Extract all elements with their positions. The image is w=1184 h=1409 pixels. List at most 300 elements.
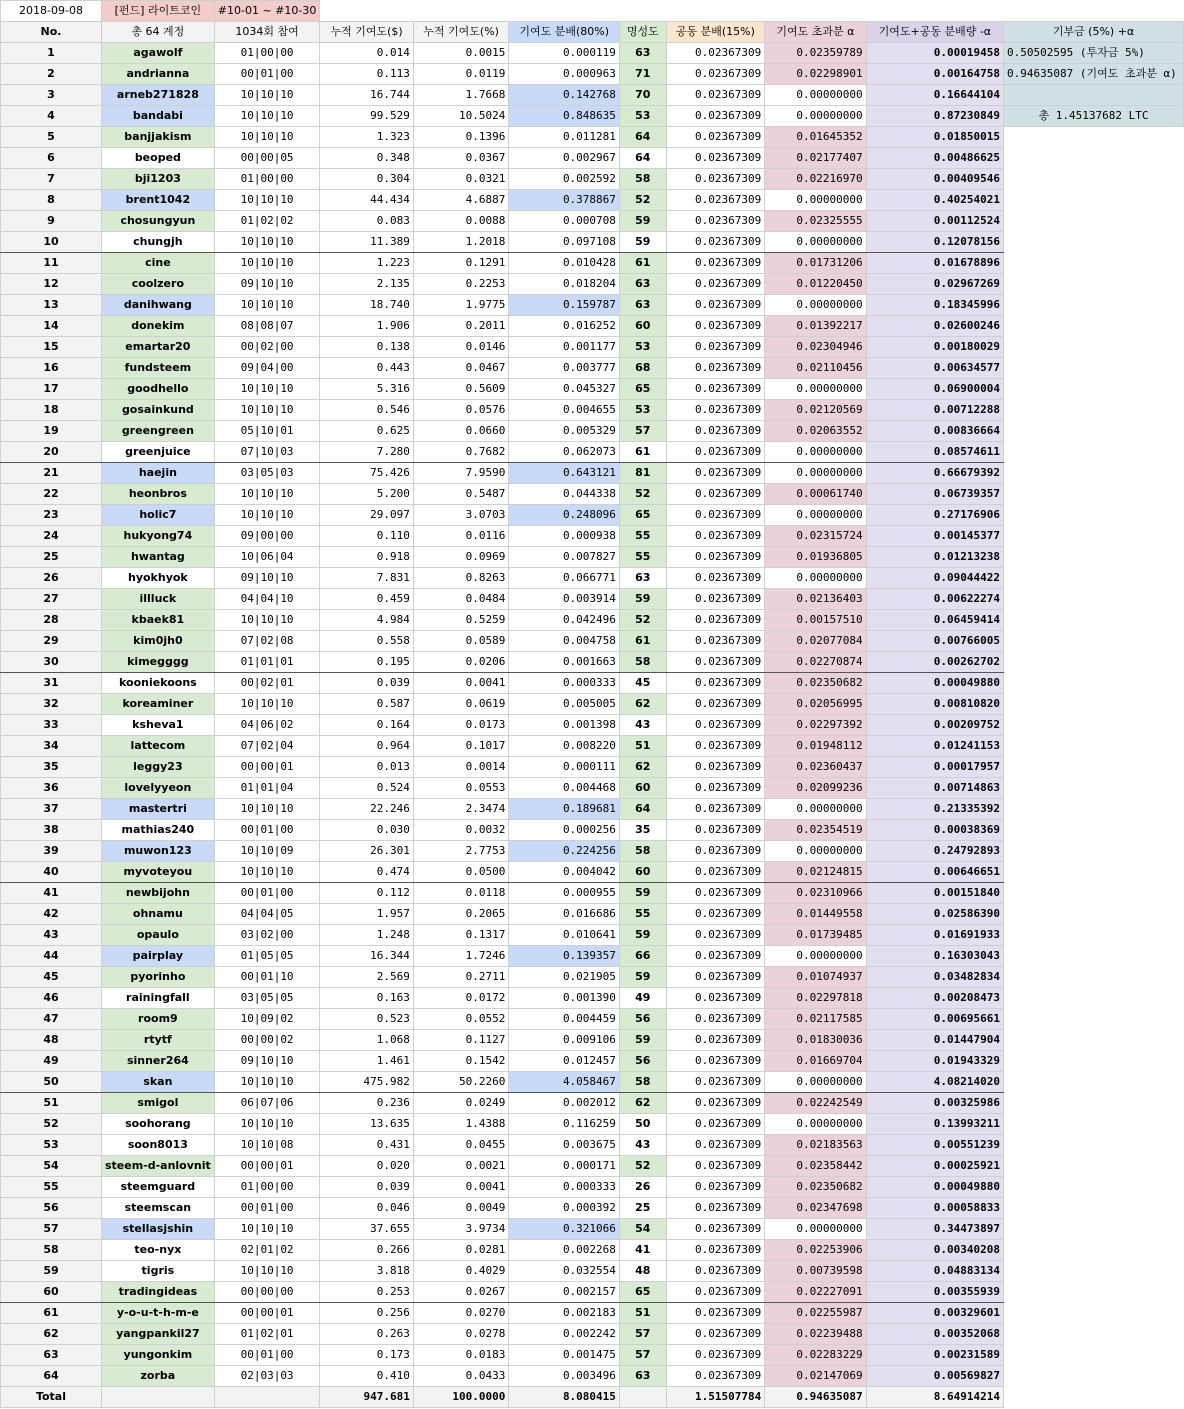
cum-pct: 1.7668 (413, 85, 509, 106)
table-row (1, 1051, 1184, 1072)
excess: 0.00000000 (765, 232, 866, 253)
dist80: 0.062073 (509, 442, 620, 463)
cum-usd: 1.223 (320, 253, 414, 274)
cum-pct: 0.0576 (413, 400, 509, 421)
excess: 0.00000000 (765, 1072, 866, 1093)
excess: 0.01731206 (765, 253, 866, 274)
share15: 0.02367309 (666, 337, 765, 358)
share15: 0.02367309 (666, 568, 765, 589)
table-row (1, 1198, 1184, 1219)
reputation: 56 (619, 1009, 666, 1030)
final-amount: 0.00025921 (866, 1156, 1003, 1177)
final-amount: 0.00049880 (866, 673, 1003, 694)
empty-cell (1004, 694, 1184, 715)
participation: 00|00|01 (214, 1303, 320, 1324)
excess: 0.00000000 (765, 190, 866, 211)
table-row (1, 295, 1184, 316)
column-header-row (1, 22, 1184, 43)
row-no: 43 (1, 925, 102, 946)
cum-usd: 22.246 (320, 799, 414, 820)
cum-usd: 29.097 (320, 505, 414, 526)
dist80: 0.142768 (509, 85, 620, 106)
row-no: 9 (1, 211, 102, 232)
dist80: 0.001663 (509, 652, 620, 673)
round-range: #10-01 ~ #10-30 (214, 1, 320, 22)
account-name: myvoteyou (101, 862, 214, 883)
total-excess: 0.94635087 (765, 1387, 866, 1408)
account-name: skan (101, 1072, 214, 1093)
row-no: 6 (1, 148, 102, 169)
table-row (1, 715, 1184, 736)
participation: 10|09|02 (214, 1009, 320, 1030)
reputation: 52 (619, 610, 666, 631)
col-donation: 기부금 (5%) +α (1004, 22, 1184, 43)
reputation: 60 (619, 316, 666, 337)
cum-usd: 0.304 (320, 169, 414, 190)
row-no: 50 (1, 1072, 102, 1093)
empty-cell (1004, 841, 1184, 862)
account-name: fundsteem (101, 358, 214, 379)
cum-usd: 0.523 (320, 1009, 414, 1030)
dist80: 0.066771 (509, 568, 620, 589)
table-row (1, 841, 1184, 862)
row-no: 31 (1, 673, 102, 694)
share15: 0.02367309 (666, 715, 765, 736)
cum-usd: 18.740 (320, 295, 414, 316)
final-amount: 0.00049880 (866, 1177, 1003, 1198)
excess: 0.02120569 (765, 400, 866, 421)
cum-usd: 0.112 (320, 883, 414, 904)
excess: 0.02110456 (765, 358, 866, 379)
table-row (1, 631, 1184, 652)
row-no: 19 (1, 421, 102, 442)
empty-cell (1004, 211, 1184, 232)
dist80: 0.002012 (509, 1093, 620, 1114)
table-row (1, 64, 1184, 85)
participation: 08|08|07 (214, 316, 320, 337)
table-row (1, 442, 1184, 463)
empty-cell (1004, 925, 1184, 946)
reputation: 65 (619, 505, 666, 526)
total-row (1, 1387, 1184, 1408)
cum-pct: 0.0146 (413, 337, 509, 358)
cum-pct: 0.0969 (413, 547, 509, 568)
row-no: 17 (1, 379, 102, 400)
share15: 0.02367309 (666, 1366, 765, 1387)
reputation: 59 (619, 967, 666, 988)
excess: 0.02270874 (765, 652, 866, 673)
participation: 00|01|00 (214, 64, 320, 85)
empty-cell (1004, 715, 1184, 736)
account-name: greengreen (101, 421, 214, 442)
empty-cell (1004, 946, 1184, 967)
cum-usd: 1.957 (320, 904, 414, 925)
cum-pct: 0.0552 (413, 1009, 509, 1030)
empty-cell (1004, 253, 1184, 274)
table-row (1, 862, 1184, 883)
share15: 0.02367309 (666, 64, 765, 85)
reputation: 54 (619, 1219, 666, 1240)
account-name: chungjh (101, 232, 214, 253)
account-name: arneb271828 (101, 85, 214, 106)
row-no: 42 (1, 904, 102, 925)
table-row (1, 757, 1184, 778)
cum-pct: 10.5024 (413, 106, 509, 127)
empty-cell (1004, 1114, 1184, 1135)
title-row (1, 1, 1184, 22)
row-no: 62 (1, 1324, 102, 1345)
excess: 0.02124815 (765, 862, 866, 883)
row-no: 56 (1, 1198, 102, 1219)
cum-pct: 0.1017 (413, 736, 509, 757)
empty-cell (1004, 589, 1184, 610)
share15: 0.02367309 (666, 547, 765, 568)
cum-usd: 13.635 (320, 1114, 414, 1135)
dist80: 0.378867 (509, 190, 620, 211)
table-row (1, 316, 1184, 337)
reputation: 41 (619, 1240, 666, 1261)
cum-pct: 1.7246 (413, 946, 509, 967)
dist80: 0.159787 (509, 295, 620, 316)
reputation: 57 (619, 421, 666, 442)
excess: 0.02056995 (765, 694, 866, 715)
account-name: donekim (101, 316, 214, 337)
final-amount: 0.01678896 (866, 253, 1003, 274)
share15: 0.02367309 (666, 526, 765, 547)
final-amount: 0.13993211 (866, 1114, 1003, 1135)
empty-cell (1004, 1051, 1184, 1072)
excess: 0.02283229 (765, 1345, 866, 1366)
final-amount: 0.01850015 (866, 127, 1003, 148)
participation: 03|05|05 (214, 988, 320, 1009)
dist80: 0.004758 (509, 631, 620, 652)
share15: 0.02367309 (666, 1282, 765, 1303)
cum-pct: 0.0433 (413, 1366, 509, 1387)
dist80: 0.002268 (509, 1240, 620, 1261)
dist80: 0.002967 (509, 148, 620, 169)
cum-pct: 0.0455 (413, 1135, 509, 1156)
participation: 10|10|10 (214, 505, 320, 526)
final-amount: 0.00329601 (866, 1303, 1003, 1324)
excess: 0.02099236 (765, 778, 866, 799)
dist80: 0.045327 (509, 379, 620, 400)
participation: 04|04|05 (214, 904, 320, 925)
account-name: lovelyyeon (101, 778, 214, 799)
cum-pct: 1.4388 (413, 1114, 509, 1135)
cum-pct: 0.0049 (413, 1198, 509, 1219)
table-row (1, 610, 1184, 631)
account-name: lattecom (101, 736, 214, 757)
cum-pct: 0.1542 (413, 1051, 509, 1072)
account-name: mathias240 (101, 820, 214, 841)
participation: 05|10|01 (214, 421, 320, 442)
excess: 0.02227091 (765, 1282, 866, 1303)
share15: 0.02367309 (666, 232, 765, 253)
cum-pct: 0.0032 (413, 820, 509, 841)
reputation: 64 (619, 127, 666, 148)
account-name: tradingideas (101, 1282, 214, 1303)
total-empty (214, 1387, 320, 1408)
participation: 00|01|00 (214, 883, 320, 904)
account-name: chosungyun (101, 211, 214, 232)
share15: 0.02367309 (666, 988, 765, 1009)
cum-pct: 0.0267 (413, 1282, 509, 1303)
share15: 0.02367309 (666, 274, 765, 295)
share15: 0.02367309 (666, 211, 765, 232)
reputation: 43 (619, 1135, 666, 1156)
excess: 0.02310966 (765, 883, 866, 904)
cum-usd: 44.434 (320, 190, 414, 211)
reputation: 59 (619, 1030, 666, 1051)
reputation: 68 (619, 358, 666, 379)
participation: 01|02|02 (214, 211, 320, 232)
total-cum-pct: 100.0000 (413, 1387, 509, 1408)
share15: 0.02367309 (666, 883, 765, 904)
reputation: 58 (619, 841, 666, 862)
final-amount: 0.18345996 (866, 295, 1003, 316)
reputation: 57 (619, 1324, 666, 1345)
row-no: 46 (1, 988, 102, 1009)
empty-cell (1004, 988, 1184, 1009)
excess: 0.00000000 (765, 841, 866, 862)
share15: 0.02367309 (666, 652, 765, 673)
participation: 10|10|10 (214, 484, 320, 505)
empty-cell (1004, 1366, 1184, 1387)
participation: 09|10|10 (214, 568, 320, 589)
reputation: 51 (619, 1303, 666, 1324)
reputation: 52 (619, 484, 666, 505)
table-row (1, 505, 1184, 526)
dist80: 0.010428 (509, 253, 620, 274)
account-name: soon8013 (101, 1135, 214, 1156)
excess: 0.01936805 (765, 547, 866, 568)
account-name: greenjuice (101, 442, 214, 463)
empty-cell (1004, 631, 1184, 652)
final-amount: 0.24792893 (866, 841, 1003, 862)
cum-usd: 0.163 (320, 988, 414, 1009)
cum-pct: 1.2018 (413, 232, 509, 253)
account-name: hyokhyok (101, 568, 214, 589)
cum-usd: 0.431 (320, 1135, 414, 1156)
final-amount: 0.00486625 (866, 148, 1003, 169)
total-label: Total (1, 1387, 102, 1408)
empty-cell (1004, 421, 1184, 442)
table-row (1, 1135, 1184, 1156)
dist80: 0.007827 (509, 547, 620, 568)
share15: 0.02367309 (666, 946, 765, 967)
excess: 0.02077084 (765, 631, 866, 652)
empty-cell (1004, 673, 1184, 694)
row-no: 58 (1, 1240, 102, 1261)
account-name: heonbros (101, 484, 214, 505)
share15: 0.02367309 (666, 463, 765, 484)
row-no: 57 (1, 1219, 102, 1240)
final-amount: 0.06739357 (866, 484, 1003, 505)
share15: 0.02367309 (666, 1261, 765, 1282)
excess: 0.02359789 (765, 43, 866, 64)
table-row (1, 673, 1184, 694)
cum-usd: 0.164 (320, 715, 414, 736)
cum-usd: 0.263 (320, 1324, 414, 1345)
excess: 0.01739485 (765, 925, 866, 946)
reputation: 59 (619, 883, 666, 904)
cum-pct: 0.1127 (413, 1030, 509, 1051)
final-amount: 0.00058833 (866, 1198, 1003, 1219)
reputation: 60 (619, 778, 666, 799)
cum-pct: 0.8263 (413, 568, 509, 589)
dist80: 0.016686 (509, 904, 620, 925)
row-no: 20 (1, 442, 102, 463)
participation: 10|10|10 (214, 379, 320, 400)
participation: 09|10|10 (214, 274, 320, 295)
dist80: 0.032554 (509, 1261, 620, 1282)
table-row (1, 1093, 1184, 1114)
cum-pct: 0.1396 (413, 127, 509, 148)
row-no: 64 (1, 1366, 102, 1387)
row-no: 11 (1, 253, 102, 274)
account-name: steemscan (101, 1198, 214, 1219)
share15: 0.02367309 (666, 127, 765, 148)
participation: 00|00|05 (214, 148, 320, 169)
share15: 0.02367309 (666, 904, 765, 925)
dist80: 0.012457 (509, 1051, 620, 1072)
account-name: opaulo (101, 925, 214, 946)
cum-pct: 0.1317 (413, 925, 509, 946)
row-no: 36 (1, 778, 102, 799)
final-amount: 0.16644104 (866, 85, 1003, 106)
account-name: kim0jh0 (101, 631, 214, 652)
cum-pct: 2.7753 (413, 841, 509, 862)
excess: 0.00000000 (765, 85, 866, 106)
table-row (1, 820, 1184, 841)
cum-pct: 0.5609 (413, 379, 509, 400)
excess: 0.01645352 (765, 127, 866, 148)
reputation: 59 (619, 232, 666, 253)
participation: 10|10|10 (214, 295, 320, 316)
excess: 0.02117585 (765, 1009, 866, 1030)
final-amount: 0.00352068 (866, 1324, 1003, 1345)
excess: 0.00000000 (765, 1219, 866, 1240)
total-cum-usd: 947.681 (320, 1387, 414, 1408)
account-name: pyorinho (101, 967, 214, 988)
row-no: 34 (1, 736, 102, 757)
cum-pct: 0.5487 (413, 484, 509, 505)
share15: 0.02367309 (666, 442, 765, 463)
account-name: goodhello (101, 379, 214, 400)
reputation: 48 (619, 1261, 666, 1282)
participation: 04|04|10 (214, 589, 320, 610)
final-amount: 0.00810820 (866, 694, 1003, 715)
reputation: 71 (619, 64, 666, 85)
col-no: No. (1, 22, 102, 43)
cum-usd: 2.569 (320, 967, 414, 988)
table-row (1, 127, 1184, 148)
share15: 0.02367309 (666, 190, 765, 211)
participation: 00|00|01 (214, 757, 320, 778)
excess: 0.02255987 (765, 1303, 866, 1324)
participation: 10|10|10 (214, 1219, 320, 1240)
dist80: 0.044338 (509, 484, 620, 505)
cum-pct: 0.0619 (413, 694, 509, 715)
table-row (1, 883, 1184, 904)
share15: 0.02367309 (666, 841, 765, 862)
participation: 10|10|10 (214, 799, 320, 820)
table-row (1, 1072, 1184, 1093)
cum-pct: 0.1291 (413, 253, 509, 274)
dist80: 0.000333 (509, 673, 620, 694)
excess: 0.02183563 (765, 1135, 866, 1156)
empty-cell (1004, 967, 1184, 988)
dist80: 0.003914 (509, 589, 620, 610)
empty-cell (1004, 1072, 1184, 1093)
row-no: 39 (1, 841, 102, 862)
table-row (1, 1366, 1184, 1387)
reputation: 81 (619, 463, 666, 484)
participation: 01|02|01 (214, 1324, 320, 1345)
account-name: sinner264 (101, 1051, 214, 1072)
reputation: 58 (619, 1072, 666, 1093)
account-name: haejin (101, 463, 214, 484)
dist80: 0.005005 (509, 694, 620, 715)
empty-cell (1004, 190, 1184, 211)
table-row (1, 967, 1184, 988)
cum-pct: 0.2253 (413, 274, 509, 295)
final-amount: 0.06459414 (866, 610, 1003, 631)
cum-usd: 99.529 (320, 106, 414, 127)
reputation: 57 (619, 1345, 666, 1366)
final-amount: 0.00634577 (866, 358, 1003, 379)
table-row (1, 988, 1184, 1009)
cum-usd: 0.443 (320, 358, 414, 379)
reputation: 62 (619, 1093, 666, 1114)
account-name: yungonkim (101, 1345, 214, 1366)
account-name: agawolf (101, 43, 214, 64)
final-amount: 0.00646651 (866, 862, 1003, 883)
share15: 0.02367309 (666, 799, 765, 820)
participation: 02|03|03 (214, 1366, 320, 1387)
row-no: 24 (1, 526, 102, 547)
reputation: 52 (619, 190, 666, 211)
share15: 0.02367309 (666, 505, 765, 526)
cum-usd: 0.266 (320, 1240, 414, 1261)
account-name: kbaek81 (101, 610, 214, 631)
account-name: koreaminer (101, 694, 214, 715)
dist80: 0.000938 (509, 526, 620, 547)
reputation: 61 (619, 253, 666, 274)
row-no: 54 (1, 1156, 102, 1177)
empty-cell (1004, 484, 1184, 505)
cum-pct: 0.7682 (413, 442, 509, 463)
share15: 0.02367309 (666, 1177, 765, 1198)
share15: 0.02367309 (666, 1030, 765, 1051)
participation: 09|04|00 (214, 358, 320, 379)
reputation: 52 (619, 1156, 666, 1177)
share15: 0.02367309 (666, 736, 765, 757)
col-rep: 명성도 (619, 22, 666, 43)
participation: 00|01|00 (214, 1198, 320, 1219)
cum-usd: 1.323 (320, 127, 414, 148)
final-amount: 0.00622274 (866, 589, 1003, 610)
reputation: 59 (619, 925, 666, 946)
excess: 0.00000000 (765, 379, 866, 400)
participation: 01|00|00 (214, 169, 320, 190)
final-amount: 0.34473897 (866, 1219, 1003, 1240)
cum-usd: 0.918 (320, 547, 414, 568)
participation: 00|00|02 (214, 1030, 320, 1051)
reputation: 62 (619, 757, 666, 778)
total-empty (101, 1387, 214, 1408)
cum-pct: 0.0249 (413, 1093, 509, 1114)
